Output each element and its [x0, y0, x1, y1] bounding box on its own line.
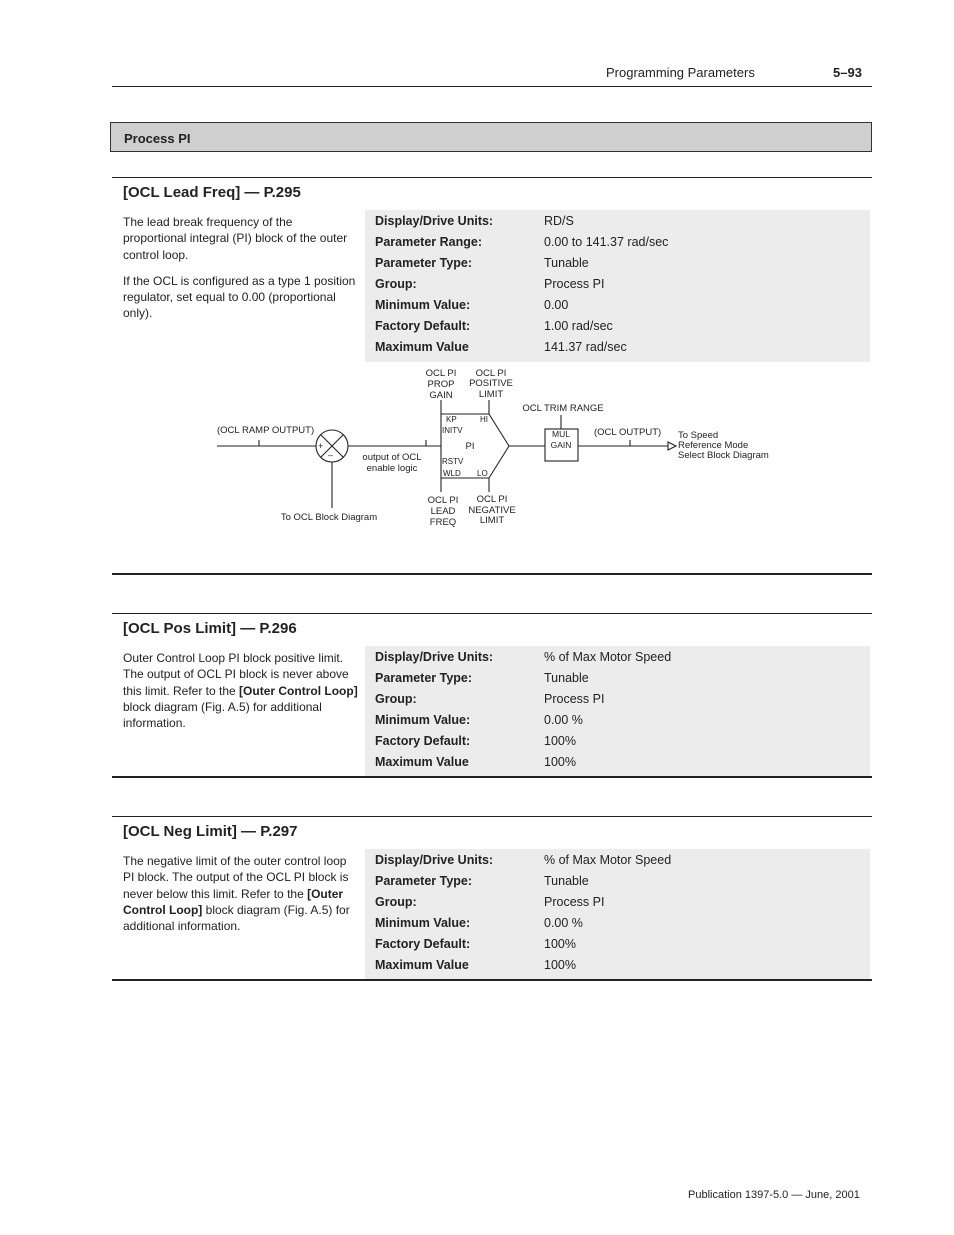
- param-key: Group:: [375, 692, 417, 706]
- param-value: 0.00: [544, 298, 569, 312]
- param-value: 100%: [544, 937, 576, 951]
- ramp-output-label: (OCL RAMP OUTPUT): [217, 425, 315, 436]
- description-paragraph: If the OCL is configured as a type 1 position regulator, set equal to 0.00 (proportional only).: [123, 273, 356, 321]
- param-value: Tunable: [544, 874, 589, 888]
- param-value: RD/S: [544, 214, 574, 228]
- param-key: Group:: [375, 277, 417, 291]
- param-bottom-rule: [112, 979, 872, 981]
- enable-logic-label: output of OCL: [362, 452, 422, 463]
- param-top-rule: [112, 816, 872, 817]
- page-number: 5–93: [833, 65, 862, 80]
- neg-limit-label: LIMIT: [479, 515, 505, 526]
- neg-limit-label: OCL PI: [476, 494, 508, 505]
- neg-limit-label: NEGATIVE: [468, 505, 516, 516]
- description-text: The negative limit of the outer control loop PI block. The output of the OCL PI block is never below this limit. Refer to the: [123, 854, 349, 901]
- param-key: Parameter Type:: [375, 256, 473, 270]
- param-description-neg-limit: [123, 853, 359, 934]
- param-value: 0.00 %: [544, 916, 583, 930]
- summing-minus-label: –: [328, 450, 334, 460]
- pi-port-lo: LO: [477, 469, 488, 478]
- summing-plus-label: +: [318, 441, 324, 451]
- param-key: Display/Drive Units:: [375, 650, 494, 664]
- mul-gain-label: GAIN: [550, 440, 572, 450]
- to-speed-label: Reference Mode: [678, 440, 749, 451]
- param-key: Group:: [375, 895, 417, 909]
- section-bottom-rule: [112, 573, 872, 575]
- header-rule: [112, 86, 872, 87]
- param-value: 100%: [544, 755, 576, 769]
- publication-footer: Publication 1397-5.0 — June, 2001: [688, 1189, 860, 1201]
- param-key: Parameter Type:: [375, 671, 473, 685]
- param-value: % of Max Motor Speed: [544, 853, 672, 867]
- pi-port-wld: WLD: [443, 469, 461, 478]
- lead-freq-label: LEAD: [430, 506, 456, 517]
- param-bottom-rule: [112, 776, 872, 778]
- param-key: Parameter Type:: [375, 874, 473, 888]
- param-top-rule: [112, 177, 872, 178]
- param-value: 0.00 %: [544, 713, 583, 727]
- param-key: Factory Default:: [375, 937, 471, 951]
- mul-gain-label: MUL: [552, 429, 570, 439]
- param-value: Process PI: [544, 692, 605, 706]
- param-key: Maximum Value: [375, 755, 469, 769]
- description-text: block diagram (Fig. A.5) for additional information.: [123, 902, 350, 934]
- param-value: 100%: [544, 958, 576, 972]
- prop-gain-label: GAIN: [429, 390, 453, 401]
- to-ocl-block-label: To OCL Block Diagram: [280, 512, 378, 523]
- param-key: Minimum Value:: [375, 298, 471, 312]
- param-key: Maximum Value: [375, 340, 469, 354]
- pi-block-label: PI: [465, 441, 475, 452]
- param-key: Factory Default:: [375, 319, 471, 333]
- param-table-neg-limit: [365, 849, 870, 979]
- description-text: block diagram (Fig. A.5) for additional information.: [123, 699, 322, 731]
- prop-gain-label: PROP: [427, 379, 455, 390]
- param-value: Process PI: [544, 895, 605, 909]
- param-title-neg-limit: [OCL Neg Limit] — P.297: [123, 823, 298, 840]
- pos-limit-label: LIMIT: [478, 389, 504, 400]
- ocl-output-label: (OCL OUTPUT): [594, 427, 662, 438]
- param-table-lead-freq: [365, 210, 870, 362]
- param-description-lead-freq: [123, 214, 359, 332]
- param-key: Display/Drive Units:: [375, 214, 494, 228]
- param-key: Factory Default:: [375, 734, 471, 748]
- param-value: % of Max Motor Speed: [544, 650, 672, 664]
- pos-limit-label: POSITIVE: [469, 378, 513, 389]
- section-banner: [110, 122, 872, 152]
- pi-port-initv: INITV: [442, 426, 463, 435]
- param-key: Minimum Value:: [375, 916, 471, 930]
- pi-port-rstv: RSTV: [442, 457, 464, 466]
- pi-port-hi: HI: [480, 415, 488, 424]
- param-title-pos-limit: [OCL Pos Limit] — P.296: [123, 620, 297, 637]
- param-value: 0.00 to 141.37 rad/sec: [544, 235, 669, 249]
- param-key: Maximum Value: [375, 958, 469, 972]
- description-link-text: [Outer Control Loop]: [123, 886, 344, 917]
- param-value: 141.37 rad/sec: [544, 340, 627, 354]
- running-header-title: Programming Parameters: [606, 65, 755, 80]
- section-banner-label: Process PI: [124, 131, 191, 146]
- param-value: Process PI: [544, 277, 605, 291]
- description-text: Outer Control Loop PI block positive limit. The output of OCL PI block is never above this limit. Refer to the: [123, 651, 349, 698]
- param-description-pos-limit: [123, 650, 359, 731]
- description-paragraph: The lead break frequency of the proportional integral (PI) block of the outer control loop.: [123, 215, 348, 262]
- lead-freq-label: OCL PI: [427, 495, 459, 506]
- param-title-lead-freq: [OCL Lead Freq] — P.295: [123, 184, 301, 201]
- param-top-rule: [112, 613, 872, 614]
- param-key: Minimum Value:: [375, 713, 471, 727]
- pos-limit-label: OCL PI: [475, 368, 507, 379]
- to-speed-label: Select Block Diagram: [678, 450, 769, 461]
- param-value: 1.00 rad/sec: [544, 319, 613, 333]
- param-value: 100%: [544, 734, 576, 748]
- param-table-pos-limit: [365, 646, 870, 776]
- param-key: Display/Drive Units:: [375, 853, 494, 867]
- param-value: Tunable: [544, 256, 589, 270]
- enable-logic-label: enable logic: [366, 463, 418, 474]
- prop-gain-label: OCL PI: [425, 368, 457, 379]
- lead-freq-label: FREQ: [429, 517, 457, 528]
- pi-port-kp: KP: [446, 415, 457, 424]
- to-speed-label: To Speed: [678, 430, 719, 441]
- trim-range-label: OCL TRIM RANGE: [522, 403, 604, 414]
- param-value: Tunable: [544, 671, 589, 685]
- param-key: Parameter Range:: [375, 235, 482, 249]
- description-link-text: [Outer Control Loop]: [239, 683, 358, 698]
- outer-control-loop-block-diagram: [0, 362, 954, 532]
- output-arrow-icon: [668, 442, 676, 450]
